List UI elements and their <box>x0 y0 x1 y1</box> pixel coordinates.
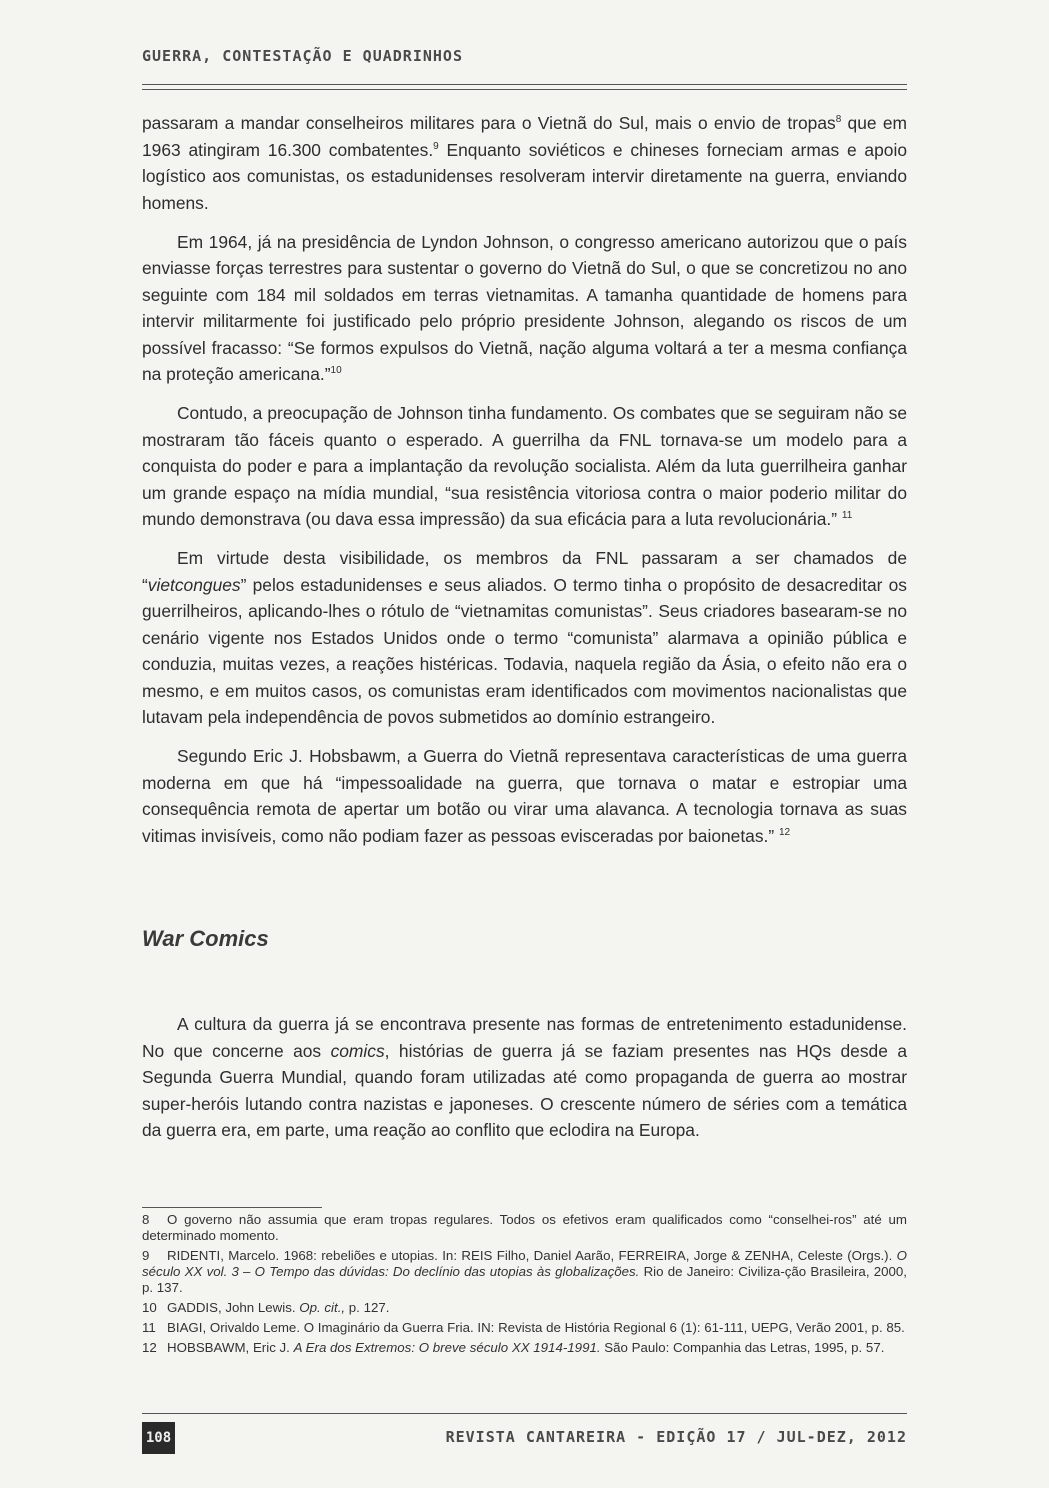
body-text <box>142 110 907 862</box>
header-rule-bottom <box>142 89 907 90</box>
footnote-12: 12 HOBSBAWM, Eric J. A Era dos Extremos: O breve século XX 1914-1991. São Paulo: Companhia das Letras, 1995, p. 57. <box>142 1340 885 1355</box>
running-header: GUERRA, CONTESTAÇÃO E QUADRINHOS <box>142 47 463 65</box>
footnote-separator <box>142 1207 322 1208</box>
paragraph-5: Segundo Eric J. Hobsbawm, a Guerra do Vietnã representava características de uma guerra moderna em que há “impessoalidade na guerra, que tornava o matar e estropiar uma consequência remota de apertar um botão ou virar uma alavanca. A tecnologia tornava as suas vitimas invisíveis, como não podiam fazer as pessoas evisceradas por baionetas.” $^{12}$ <box>142 746 907 846</box>
footnote-ref-8[interactable]: 8 <box>835 114 842 126</box>
paragraph-2: Em 1964, já na presidência de Lyndon Johnson, o congresso americano autorizou que o país enviasse forças terrestres para sustentar o governo do Vietnã do Sul, o que se concretizou no ano seguinte com 184 mil soldados em terras vietnamitas. A tamanha quantidade de homens para intervir militarmente foi justificado pelo próprio presidente Johnson, alegando os riscos de um possível fracasso: “Se formos expulsos do Vietnã, nação alguma voltará a ter a mesma confiança na proteção americana.”$^{10}$ <box>142 231 907 384</box>
page-number: 108 <box>142 1422 175 1454</box>
footnote-8: 8 O governo não assumia que eram tropas regulares. Todos os efetivos eram qualificados como “conselhei-ros” até um determinado momento. <box>142 1212 907 1243</box>
journal-footer: REVISTA CANTAREIRA - EDIÇÃO 17 / JUL-DEZ, 2012 <box>445 1428 907 1446</box>
paragraph-4: Em virtude desta visibilidade, os membros da FNL passaram a ser chamados de “vietcongues” pelos estadunidenses e seus aliados. O termo tinha o propósito de desacreditar os guerrilheiros, aplicando-lhes o rótulo de “vietnamitas comunistas”. Seus criadores basearam-se no cenário vigente nos Estados Unidos onde o termo “comunista” alarmava a opinião pública e conduzia, muitas vezes, a reações histéricas. Todavia, naquela região da Ásia, o efeito não era o mesmo, e em muitos casos, os comunistas eram identificados com movimentos nacionalistas que lutavam pela independência de povos submetidos ao domínio estrangeiro. <box>142 548 907 727</box>
section-paragraph: A cultura da guerra já se encontrava presente nas formas de entretenimento estadunidense. No que concerne aos comics, histórias de guerra já se faziam presentes nas HQs desde a Segunda Guerra Mundial, quando foram utilizadas até como propaganda de guerra ao mostrar super-heróis lutando contra nazistas e japoneses. O crescente número de séries com a temática da guerra era, em parte, uma reação ao conflito que eclodira na Europa. <box>142 1014 907 1140</box>
footnote-11: 11 BIAGI, Orivaldo Leme. O Imaginário da Guerra Fria. IN: Revista de História Regional 6 (1): 61-111, UEPG, Verão 2001, p. 85. <box>142 1320 905 1335</box>
paragraph-1: passaram a mandar conselheiros militares para o Vietnã do Sul, mais o envio de tropas$^8$ que em 1963 atingiram 16.300 combatentes.$^9$ Enquanto soviéticos e chineses forneciam armas e apoio logístico aos comunistas, os estadunidenses resolveram intervir diretamente na guerra, enviando homens. <box>142 113 907 213</box>
paragraph-3: Contudo, a preocupação de Johnson tinha fundamento. Os combates que se seguiram não se mostraram tão fáceis quanto o esperado. A guerrilha da FNL tornava-se um modelo para a conquista do poder e para a implantação da revolução socialista. Além da luta guerrilheira ganhar um grande espaço na mídia mundial, “sua resistência vitoriosa contra o maior poderio militar do mundo demonstrava (ou dava essa impressão) da sua eficácia para a luta revolucionária.” $^{11}$ <box>142 403 907 529</box>
footnote-ref-9[interactable]: 9 <box>433 140 439 152</box>
footer-rule <box>142 1413 907 1414</box>
footnotes <box>142 1212 907 1360</box>
footnote-9: 9 RIDENTI, Marcelo. 1968: rebeliões e utopias. In: REIS Filho, Daniel Aarão, FERREIRA, Jorge & ZENHA, Celeste (Orgs.). O século XX vol. 3 – O Tempo das dúvidas: Do declínio das utopias às globalizações. Rio de Janeiro: Civiliza-ção Brasileira, 2000, p. 137. <box>142 1248 907 1295</box>
footnote-10: 10 GADDIS, John Lewis. Op. cit., p. 127. <box>142 1300 390 1315</box>
footnote-ref-10[interactable]: 10 <box>330 365 342 377</box>
footnote-ref-12[interactable]: 12 <box>779 826 791 838</box>
section-body <box>142 1011 907 1144</box>
header-rule-top <box>142 84 907 85</box>
section-heading: War Comics <box>142 926 269 951</box>
footnote-ref-11[interactable]: 11 <box>841 510 853 522</box>
